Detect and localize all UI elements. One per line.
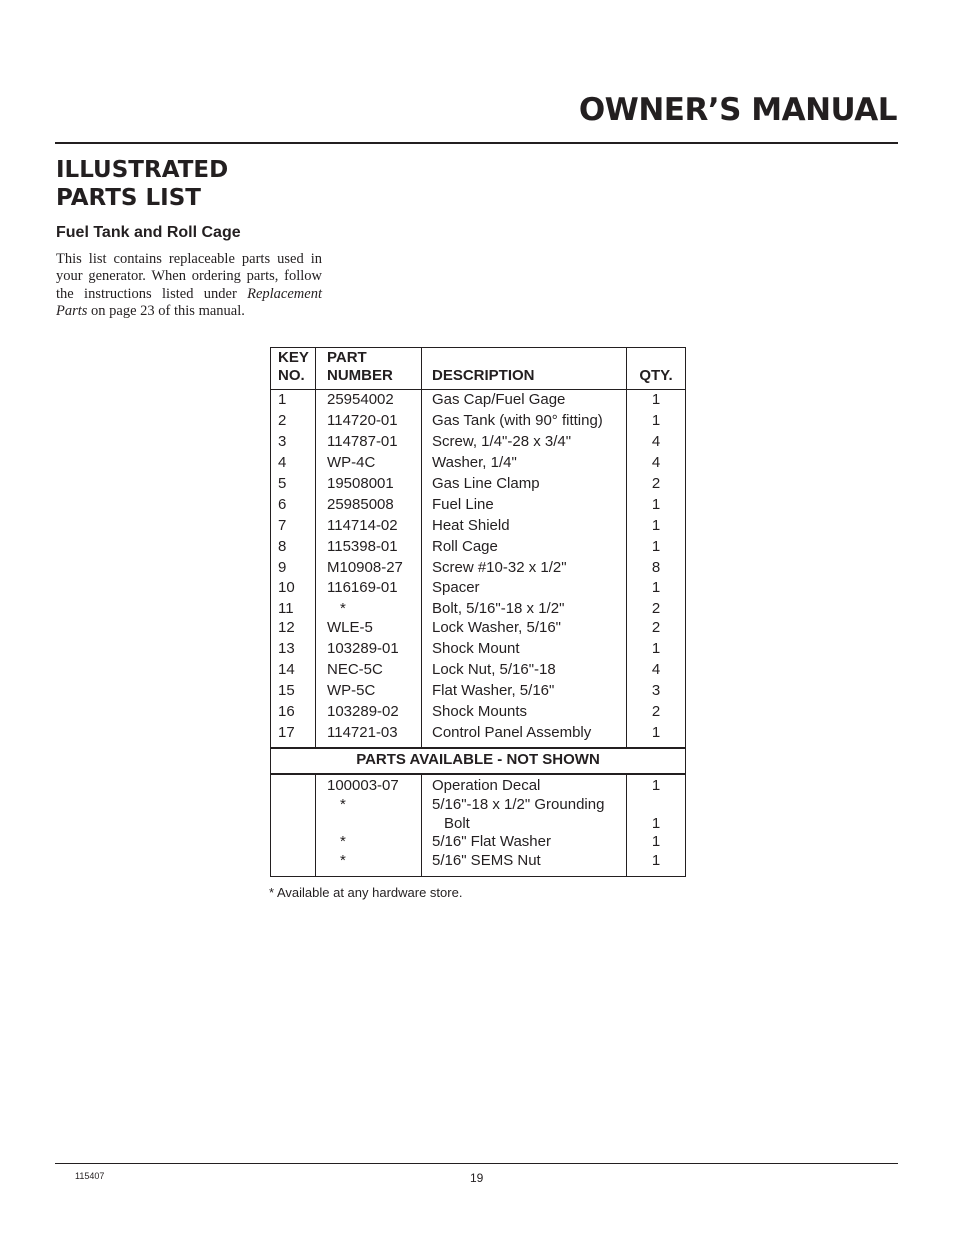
- row-qty: 1: [651, 833, 661, 850]
- row-part-number: *: [340, 796, 346, 813]
- row-part-number: 114720-01: [327, 412, 398, 429]
- row-part-number: 25954002: [327, 391, 394, 408]
- header-divider: [271, 389, 685, 390]
- row-key: 14: [278, 661, 295, 678]
- footnote: * Available at any hardware store.: [269, 885, 463, 900]
- row-description: Screw, 1/4"-28 x 3/4": [432, 433, 572, 450]
- column-divider: [626, 774, 627, 876]
- row-qty: 8: [651, 559, 661, 576]
- row-key: 16: [278, 703, 295, 720]
- row-key: 17: [278, 724, 295, 741]
- row-description: 5/16" Flat Washer: [432, 833, 551, 850]
- row-description: Gas Line Clamp: [432, 475, 540, 492]
- row-part-number: 115398-01: [327, 538, 398, 555]
- row-part-number: 19508001: [327, 475, 394, 492]
- row-description: Shock Mounts: [432, 703, 528, 720]
- row-description: Bolt, 5/16"-18 x 1/2": [432, 600, 565, 617]
- section-title: [56, 156, 228, 212]
- row-qty: 1: [651, 852, 661, 869]
- row-qty: 1: [651, 777, 661, 794]
- header-part-number: [327, 349, 393, 385]
- row-part-number: 103289-01: [327, 640, 399, 657]
- row-qty: 1: [651, 391, 661, 408]
- row-qty: 1: [651, 724, 661, 741]
- row-description: Flat Washer, 5/16": [432, 682, 555, 699]
- row-qty: 1: [651, 412, 661, 429]
- column-divider: [421, 774, 422, 876]
- page-number: 19: [470, 1171, 484, 1185]
- row-description: Fuel Line: [432, 496, 494, 513]
- parts-table: [270, 347, 686, 877]
- row-description: Bolt: [444, 815, 470, 832]
- row-part-number: 25985008: [327, 496, 394, 513]
- section-title-line-1: ILLUSTRATED: [56, 157, 229, 183]
- column-divider: [626, 348, 627, 747]
- document-number: 115407: [75, 1171, 105, 1181]
- intro-text-before: This list contains replaceable parts used in your generator. When ordering parts, follow the instructions listed under: [56, 251, 322, 302]
- row-qty: 3: [651, 682, 661, 699]
- row-description: Lock Nut, 5/16"-18: [432, 661, 556, 678]
- row-key: 6: [278, 496, 287, 513]
- row-description: Roll Cage: [432, 538, 498, 555]
- row-description: 5/16"-18 x 1/2" Grounding: [432, 796, 605, 813]
- row-part-number: *: [340, 852, 346, 869]
- row-qty: 4: [651, 433, 661, 450]
- row-part-number: 114714-02: [327, 517, 398, 534]
- header-part-line-2: NUMBER: [327, 367, 393, 384]
- row-key: 4: [278, 454, 287, 471]
- row-key: 2: [278, 412, 287, 429]
- row-key: 13: [278, 640, 295, 657]
- band-bottom-divider: [271, 773, 685, 775]
- header-key: [278, 349, 309, 385]
- header-description: DESCRIPTION: [432, 367, 535, 384]
- row-key: 3: [278, 433, 287, 450]
- row-description: Lock Washer, 5/16": [432, 619, 562, 636]
- row-part-number: 114787-01: [327, 433, 398, 450]
- intro-text-after: on page 23 of this manual.: [87, 303, 245, 320]
- row-description: Operation Decal: [432, 777, 541, 794]
- row-key: 15: [278, 682, 295, 699]
- row-part-number: 100003-07: [327, 777, 399, 794]
- row-description: Screw #10-32 x 1/2": [432, 559, 567, 576]
- column-divider: [315, 774, 316, 876]
- row-part-number: 116169-01: [327, 579, 398, 596]
- row-description: Spacer: [432, 579, 480, 596]
- row-qty: 1: [651, 517, 661, 534]
- row-key: 7: [278, 517, 287, 534]
- row-description: Shock Mount: [432, 640, 520, 657]
- header-part-line-1: PART: [327, 349, 367, 366]
- row-part-number: 103289-02: [327, 703, 399, 720]
- header-qty: QTY.: [639, 367, 673, 384]
- row-part-number: NEC-5C: [327, 661, 383, 678]
- row-description: Washer, 1/4": [432, 454, 517, 471]
- header-rule: [55, 142, 898, 144]
- row-qty: 1: [651, 496, 661, 513]
- row-qty: 1: [651, 640, 661, 657]
- row-part-number: WP-5C: [327, 682, 376, 699]
- band-top-divider: [271, 747, 685, 749]
- row-part-number: 114721-03: [327, 724, 398, 741]
- row-description: Gas Cap/Fuel Gage: [432, 391, 566, 408]
- row-part-number: WP-4C: [327, 454, 376, 471]
- row-key: 9: [278, 559, 287, 576]
- row-qty: 4: [651, 661, 661, 678]
- row-key: 1: [278, 391, 287, 408]
- row-key: 12: [278, 619, 295, 636]
- footer-rule: [55, 1163, 898, 1164]
- intro-reference: Replacement Parts: [56, 285, 322, 320]
- row-description: Gas Tank (with 90° fitting): [432, 412, 603, 429]
- row-qty: 2: [651, 475, 661, 492]
- row-part-number: M10908-27: [327, 559, 403, 576]
- column-divider: [421, 348, 422, 747]
- row-qty: 2: [651, 703, 661, 720]
- row-qty: 2: [651, 600, 661, 617]
- row-part-number: *: [340, 600, 346, 617]
- row-qty: 1: [651, 815, 661, 832]
- row-description: Control Panel Assembly: [432, 724, 592, 741]
- section-title-line-2: PARTS LIST: [56, 185, 201, 211]
- row-part-number: *: [340, 833, 346, 850]
- subheading: Fuel Tank and Roll Cage: [56, 224, 241, 241]
- row-description: 5/16" SEMS Nut: [432, 852, 541, 869]
- row-qty: 1: [651, 538, 661, 555]
- row-qty: 1: [651, 579, 661, 596]
- row-key: 11: [278, 600, 294, 617]
- header-key-line-2: NO.: [278, 367, 305, 384]
- not-shown-label: PARTS AVAILABLE - NOT SHOWN: [356, 751, 600, 768]
- column-divider: [315, 348, 316, 747]
- row-qty: 2: [651, 619, 661, 636]
- intro-paragraph: [56, 251, 322, 321]
- row-qty: 4: [651, 454, 661, 471]
- header-key-line-1: KEY: [278, 349, 309, 366]
- manual-title: OWNER’S MANUAL: [578, 92, 897, 128]
- row-part-number: WLE-5: [327, 619, 373, 636]
- row-key: 10: [278, 579, 295, 596]
- row-key: 5: [278, 475, 287, 492]
- row-description: Heat Shield: [432, 517, 510, 534]
- row-key: 8: [278, 538, 287, 555]
